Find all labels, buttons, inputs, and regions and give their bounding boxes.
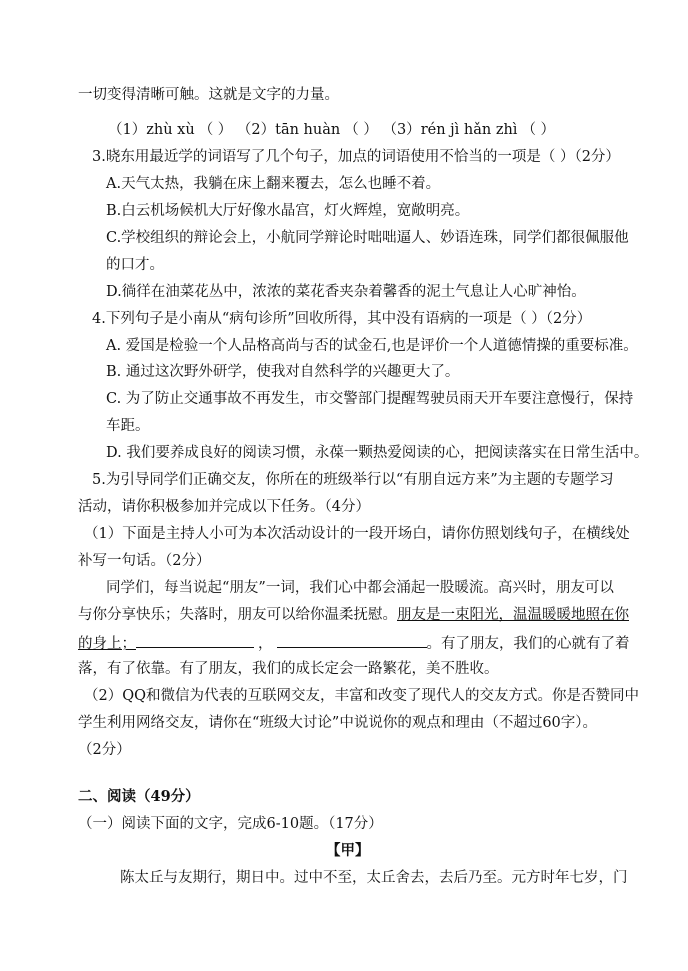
intro-tail-line: 一切变得清晰可触。这就是文字的力量。 — [78, 87, 339, 103]
q2-item-3-blank: （ ） — [521, 122, 556, 138]
q3-option-c-line2: 的口才。 — [106, 257, 164, 273]
q5-passage-line3-tail: 。有了朋友，我们的心就有了着 — [426, 636, 630, 652]
q5-stem-line1: 5.为引导同学们正确交友，你所在的班级举行以“有朋自远方来”为主题的专题学习 — [92, 472, 614, 488]
q5-sub2-line3: （2分） — [78, 742, 131, 758]
q5-fill-blank-2[interactable] — [277, 632, 427, 648]
q5-passage-line4: 落，有了依靠。有了朋友，我们的成长定会一路繁花，美不胜收。 — [78, 661, 499, 677]
q5-underlined-sentence-end: 的身上； — [78, 636, 136, 652]
q5-sub2-line1: （2）QQ和微信为代表的互联网交友，丰富和改变了现代人的交友方式。你是否赞同中 — [84, 688, 639, 704]
q4-option-c-line1: C. 为了防止交通事故不再发生，市交警部门提醒驾驶员雨天开车要注意慢行，保持 — [106, 391, 634, 407]
q5-sub1-line1: （1）下面是主持人小可为本次活动设计的一段开场白，请你仿照划线句子，在横线处 — [84, 526, 630, 542]
q3-option-c-line1: C.学校组织的辩论会上，小航同学辩论时咄咄逼人、妙语连珠，同学们都很佩服他 — [106, 230, 629, 246]
q5-passage-line3 — [78, 632, 630, 654]
q5-passage-line1: 同学们，每当说起“朋友”一词，我们心中都会涌起一股暖流。高兴时，朋友可以 — [106, 580, 614, 596]
q4-option-b: B. 通过这次野外研学，使我对自然科学的兴趣更大了。 — [106, 364, 460, 380]
q5-underlined-sentence: 朋友是一束阳光，温温暖暖地照在你 — [397, 607, 629, 623]
q3-option-a: A.天气太热，我躺在床上翻来覆去，怎么也睡不着。 — [106, 176, 441, 192]
q2-item-3-pinyin: rén jì hǎn zhì — [420, 122, 518, 138]
q5-stem-line2: 活动，请你积极参加并完成以下任务。（4分） — [78, 499, 370, 515]
q5-blank-comma: ， — [258, 636, 273, 652]
q4-stem: 4.下列句子是小南从“病句诊所”回收所得，其中没有语病的一项是（ ）（2分） — [92, 311, 592, 327]
passage-jia-line1: 陈太丘与友期行，期日中。过中不至，太丘舍去，去后乃至。元方时年七岁，门 — [120, 870, 628, 886]
q5-sub1-line2: 补写一句话。（2分） — [78, 553, 211, 569]
q4-option-d: D. 我们要养成良好的阅读习惯，永葆一颗热爱阅读的心，把阅读落实在日常生活中。 — [106, 445, 649, 461]
q2-item-2-pinyin: tān huàn — [275, 122, 341, 138]
q5-passage-line2 — [78, 605, 629, 625]
q2-item-1-pinyin: zhù xù — [146, 122, 195, 138]
q3-option-b: B.白云机场候机大厅好像水晶宫，灯火辉煌，宽敞明亮。 — [106, 203, 470, 219]
section2-title: 二、阅读（49分） — [78, 788, 200, 805]
passage-jia-label: 【甲】 — [326, 842, 370, 859]
q5-fill-blank-1[interactable] — [136, 632, 254, 648]
q5-passage-line2-text: 与你分享快乐；失落时，朋友可以给你温柔抚慰。 — [78, 607, 397, 623]
q2-item-1-num: （1） — [108, 122, 147, 138]
q3-stem: 3.晓东用最近学的词语写了几个句子，加点的词语使用不恰当的一项是（ ）（2分） — [92, 149, 620, 165]
q2-item-2-num: （2） — [236, 122, 276, 138]
q2-item-1-blank: （ ） — [198, 122, 233, 138]
q2-item-3-num: （3） — [382, 122, 421, 138]
q2-pinyin-line — [108, 120, 555, 140]
section2-part1-heading: （一）阅读下面的文字，完成6-10题。（17分） — [78, 816, 383, 832]
q2-item-2-blank: （ ） — [344, 122, 378, 138]
q5-sub2-line2: 学生利用网络交友，请你在“班级大讨论”中说说你的观点和理由（不超过60字）。 — [78, 715, 598, 731]
q4-option-c-line2: 车距。 — [106, 418, 150, 434]
q4-option-a: A. 爱国是检验一个人品格高尚与否的试金石,也是评价一个人道德情操的重要标准。 — [106, 338, 638, 354]
q3-option-d: D.徜徉在油菜花丛中，浓浓的菜花香夹杂着馨香的泥土气息让人心旷神怡。 — [106, 284, 586, 300]
